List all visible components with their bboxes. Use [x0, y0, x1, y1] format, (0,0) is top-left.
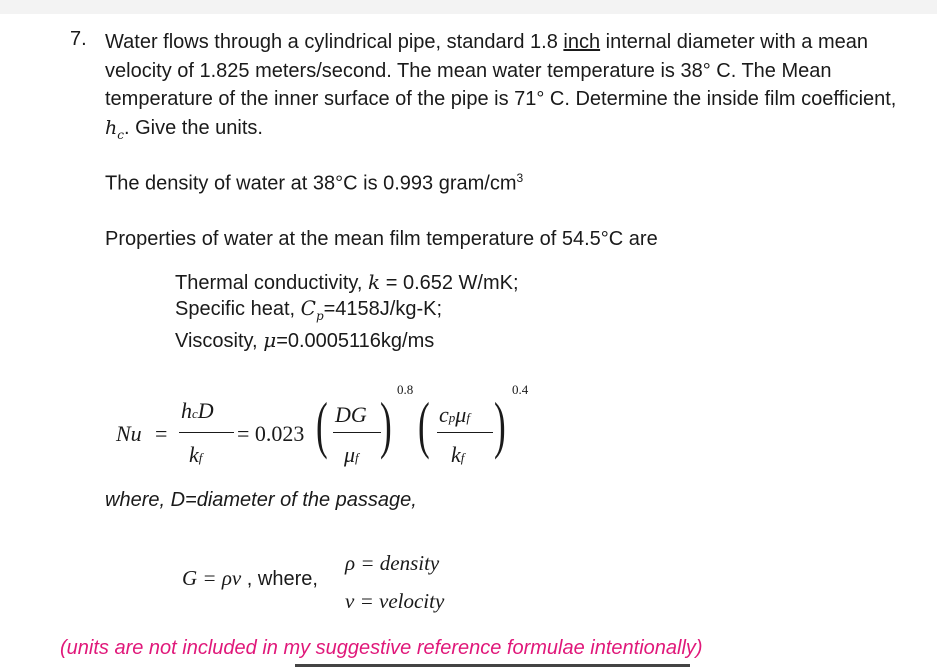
fraction-bar — [437, 432, 493, 433]
right-paren: ) — [494, 389, 506, 460]
bottom-rule — [295, 664, 690, 667]
density-text: The density of water at 38°C is 0.993 gram/$cm^3$ — [105, 171, 524, 195]
question-text: Water flows through a cylindrical pipe, standard 1.8 inch internal diameter with a mean velocity of 1.825 meters/second. The mean water temperature is 38° C. The Mean temperature of the inner surface of the pipe is 71° C. Determine the inside film coefficient, $h_c$. Give the units. — [105, 31, 897, 142]
properties-intro: Properties of water at the mean film temperature of 54.5°C are — [105, 228, 658, 250]
specific-heat: Specific heat, $C_p=4158J/kg-K$; — [175, 295, 443, 323]
right-paren: ) — [380, 389, 392, 460]
rho-definition: ρ = density — [345, 551, 440, 575]
v-definition: v = velocity — [345, 589, 445, 613]
left-paren: ( — [418, 389, 430, 460]
units-note: (units are not included in my suggestive reference formulae intentionally) — [60, 637, 703, 659]
fraction-bar — [179, 432, 234, 433]
properties-list — [175, 270, 519, 354]
hc-symbol: $h_c$ — [105, 116, 124, 142]
fraction-bar — [333, 432, 381, 433]
question-number: 7. — [70, 28, 87, 50]
where-text: where, D=diameter of the passage, — [105, 489, 417, 511]
thermal-conductivity: Thermal conductivity, k = 0.652 W/mK; — [175, 270, 519, 294]
g-equation: G = ρv , where, — [182, 566, 318, 590]
viscosity: Viscosity, μ=0.0005116kg/ms — [175, 328, 435, 352]
top-bar — [0, 0, 937, 14]
left-paren: ( — [316, 389, 328, 460]
inch-link[interactable]: inch — [563, 31, 601, 53]
